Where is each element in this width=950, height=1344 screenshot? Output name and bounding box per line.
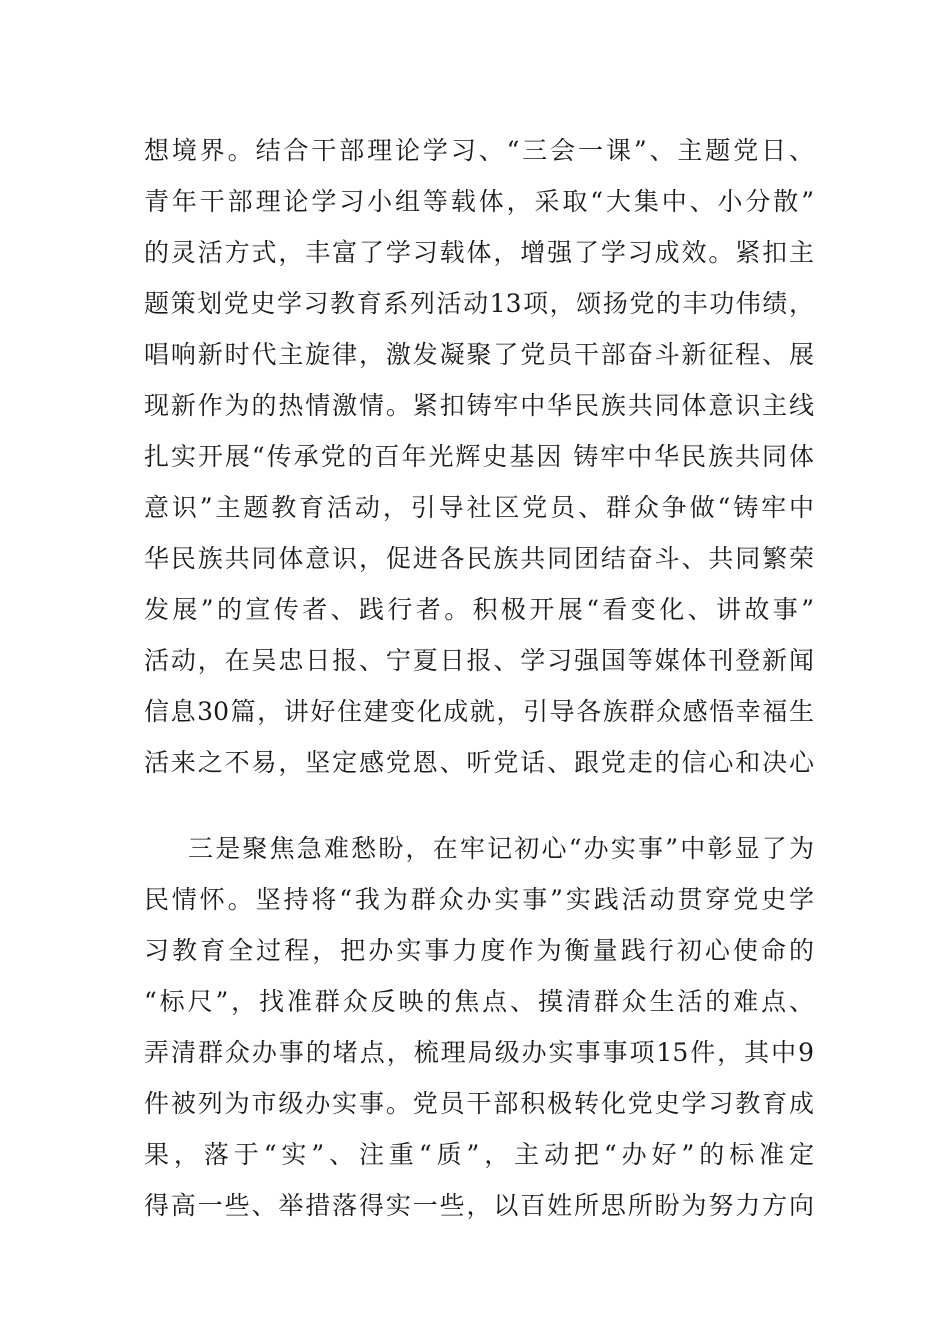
paragraph-1 bbox=[144, 125, 814, 788]
paragraph-1-line: 现新作为的热情激情。紧扣铸牢中华民族共同体意识主线 bbox=[144, 391, 814, 420]
paragraph-2-line: 件被列为市级办实事。党员干部积极转化党史学习教育成 bbox=[144, 1089, 814, 1118]
paragraph-1-line: 活动，在吴忠日报、宁夏日报、学习强国等媒体刊登新闻 bbox=[144, 646, 814, 675]
paragraph-2-line: 习教育全过程，把办实事力度作为衡量践行初心使命的 bbox=[144, 936, 814, 965]
paragraph-2-line: “标尺”，找准群众反映的焦点、摸清群众生活的难点、 bbox=[144, 987, 814, 1016]
paragraph-1-line: 青年干部理论学习小组等载体，采取“大集中、小分散” bbox=[144, 187, 814, 216]
paragraph-1-line: 唱响新时代主旋律，激发凝聚了党员干部奋斗新征程、展 bbox=[144, 340, 814, 369]
paragraph-2-line: 果，落于“实”、注重“质”，主动把“办好”的标准定 bbox=[144, 1140, 814, 1169]
paragraph-1-line: 发展”的宣传者、践行者。积极开展“看变化、讲故事” bbox=[144, 595, 814, 624]
paragraph-1-line: 的灵活方式，丰富了学习载体，增强了学习成效。紧扣主 bbox=[144, 238, 814, 267]
paragraph-1-line: 意识”主题教育活动，引导社区党员、群众争做“铸牢中 bbox=[144, 493, 814, 522]
paragraph-2-line: 得高一些、举措落得实一些，以百姓所思所盼为努力方向 bbox=[144, 1191, 814, 1220]
paragraph-2-first-line: 三是聚焦急难愁盼，在牢记初心“办实事”中彰显了为 bbox=[188, 834, 814, 863]
paragraph-2 bbox=[144, 823, 814, 1231]
paragraph-2-line: 民情怀。坚持将“我为群众办实事”实践活动贯穿党史学 bbox=[144, 885, 814, 914]
paragraph-1-line: 想境界。结合干部理论学习、“三会一课”、主题党日、 bbox=[144, 136, 814, 165]
paragraph-1-line: 信息30篇，讲好住建变化成就，引导各族群众感悟幸福生 bbox=[144, 697, 814, 726]
paragraph-1-line: 题策划党史学习教育系列活动13项，颂扬党的丰功伟绩， bbox=[144, 289, 814, 318]
paragraph-1-line: 活来之不易，坚定感党恩、听党话、跟党走的信心和决心 bbox=[144, 748, 814, 777]
paragraph-2-line: 弄清群众办事的堵点，梳理局级办实事事项15件，其中9 bbox=[144, 1038, 814, 1067]
paragraph-1-line: 华民族共同体意识，促进各民族共同团结奋斗、共同繁荣 bbox=[144, 544, 814, 573]
paragraph-1-line: 扎实开展“传承党的百年光辉史基因 铸牢中华民族共同体 bbox=[144, 442, 814, 471]
